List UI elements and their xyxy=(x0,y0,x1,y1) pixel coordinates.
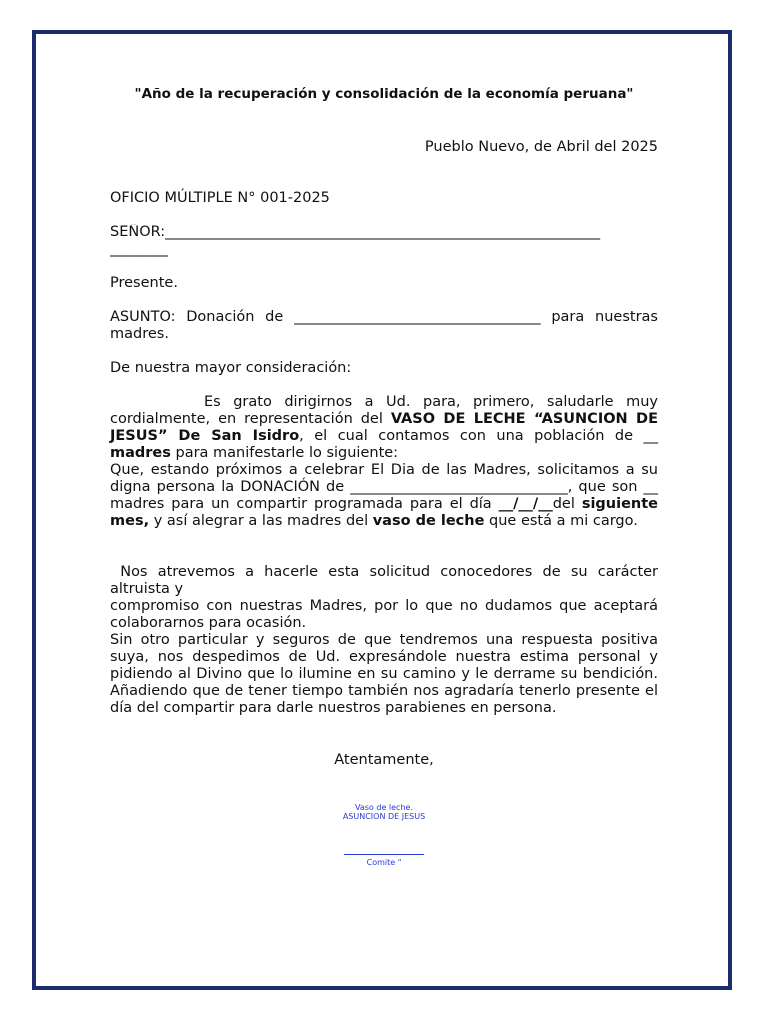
addressee-line xyxy=(110,224,658,241)
addressee-blank: ____________________________________________________________ xyxy=(165,224,601,240)
signature-org-line-1: Vaso de leche. xyxy=(355,803,413,812)
body-paragraph-4: Sin otro particular y seguros de que tendremos una respuesta positiva suya, nos despedimos de Ud. expresándole nuestra estima personal y pidiendo al Divino que lo ilumine en su camino y le derrame su bendición. Añadiendo que de tener tiempo también nos agradaría tenerlo presente el día del compartir para darle nuestros parabienes en persona. xyxy=(110,632,658,716)
oficio-number: OFICIO MÚLTIPLE N° 001-2025 xyxy=(110,190,330,206)
body2-text-5: que está a mi cargo. xyxy=(484,513,638,529)
body1-text-3: para manifestarle lo siguiente: xyxy=(170,445,399,461)
body2-text: Que, estando próximos a celebrar El Dia de las Madres, solicitamos a su digna persona la DONACIÓN de xyxy=(110,462,658,495)
body2-text-4: y así alegrar a las madres del xyxy=(149,513,373,529)
asunto-blank: __________________________________ xyxy=(294,309,541,325)
place-date: Pueblo Nuevo, de Abril del 2025 xyxy=(424,139,658,155)
body-paragraph-1 xyxy=(110,394,658,462)
body-paragraph-3-line-1: Nos atrevemos a hacerle esta solicitud conocedores de su carácter altruista y xyxy=(110,564,663,597)
org-name: VASO DE LECHE “ASUNCION DE JESUS” De San Isidro xyxy=(110,411,658,444)
signature-line xyxy=(0,848,768,857)
asunto xyxy=(110,309,658,343)
signature-rule xyxy=(344,854,424,855)
madres-bold: madres xyxy=(110,445,171,461)
body1-text-2: , el cual contamos con una población de __ xyxy=(299,428,659,444)
addressee-label: SEÑOR: xyxy=(110,224,166,240)
presente: Presente. xyxy=(110,275,178,291)
donation-blank: ______________________________ xyxy=(350,479,568,495)
body-paragraph-3-line-2: compromiso con nuestras Madres, por lo que no dudamos que aceptará colaborarnos para ocasión. xyxy=(110,598,658,631)
greeting: De nuestra mayor consideración: xyxy=(110,360,352,376)
body1-text: Es grato dirigirnos a Ud. para, primero, saludarle muy cordialmente, en representación del xyxy=(110,394,658,427)
body2-text-2: , que son __ madres para un compartir programada para el día xyxy=(110,479,658,512)
date-blank: __/__/__ xyxy=(498,496,553,512)
signature-org-line-2: ASUNCION DE JESUS xyxy=(342,812,426,821)
asunto-tail: para nuestras madres. xyxy=(110,309,658,342)
body2-text-3: del xyxy=(552,496,582,512)
body-paragraph-2 xyxy=(110,462,658,530)
vaso-de-leche-bold: vaso de leche xyxy=(372,513,485,529)
motto-heading: "Año de la recuperación y consolidación de la economía peruana" xyxy=(134,86,634,102)
asunto-label: ASUNTO: Donación de xyxy=(110,309,295,325)
signature-role: Comite " xyxy=(366,858,402,867)
siguiente-mes-bold: siguiente mes, xyxy=(110,496,659,529)
closing: Atentamente, xyxy=(334,752,434,768)
addressee-blank-2: ________ xyxy=(110,241,168,257)
